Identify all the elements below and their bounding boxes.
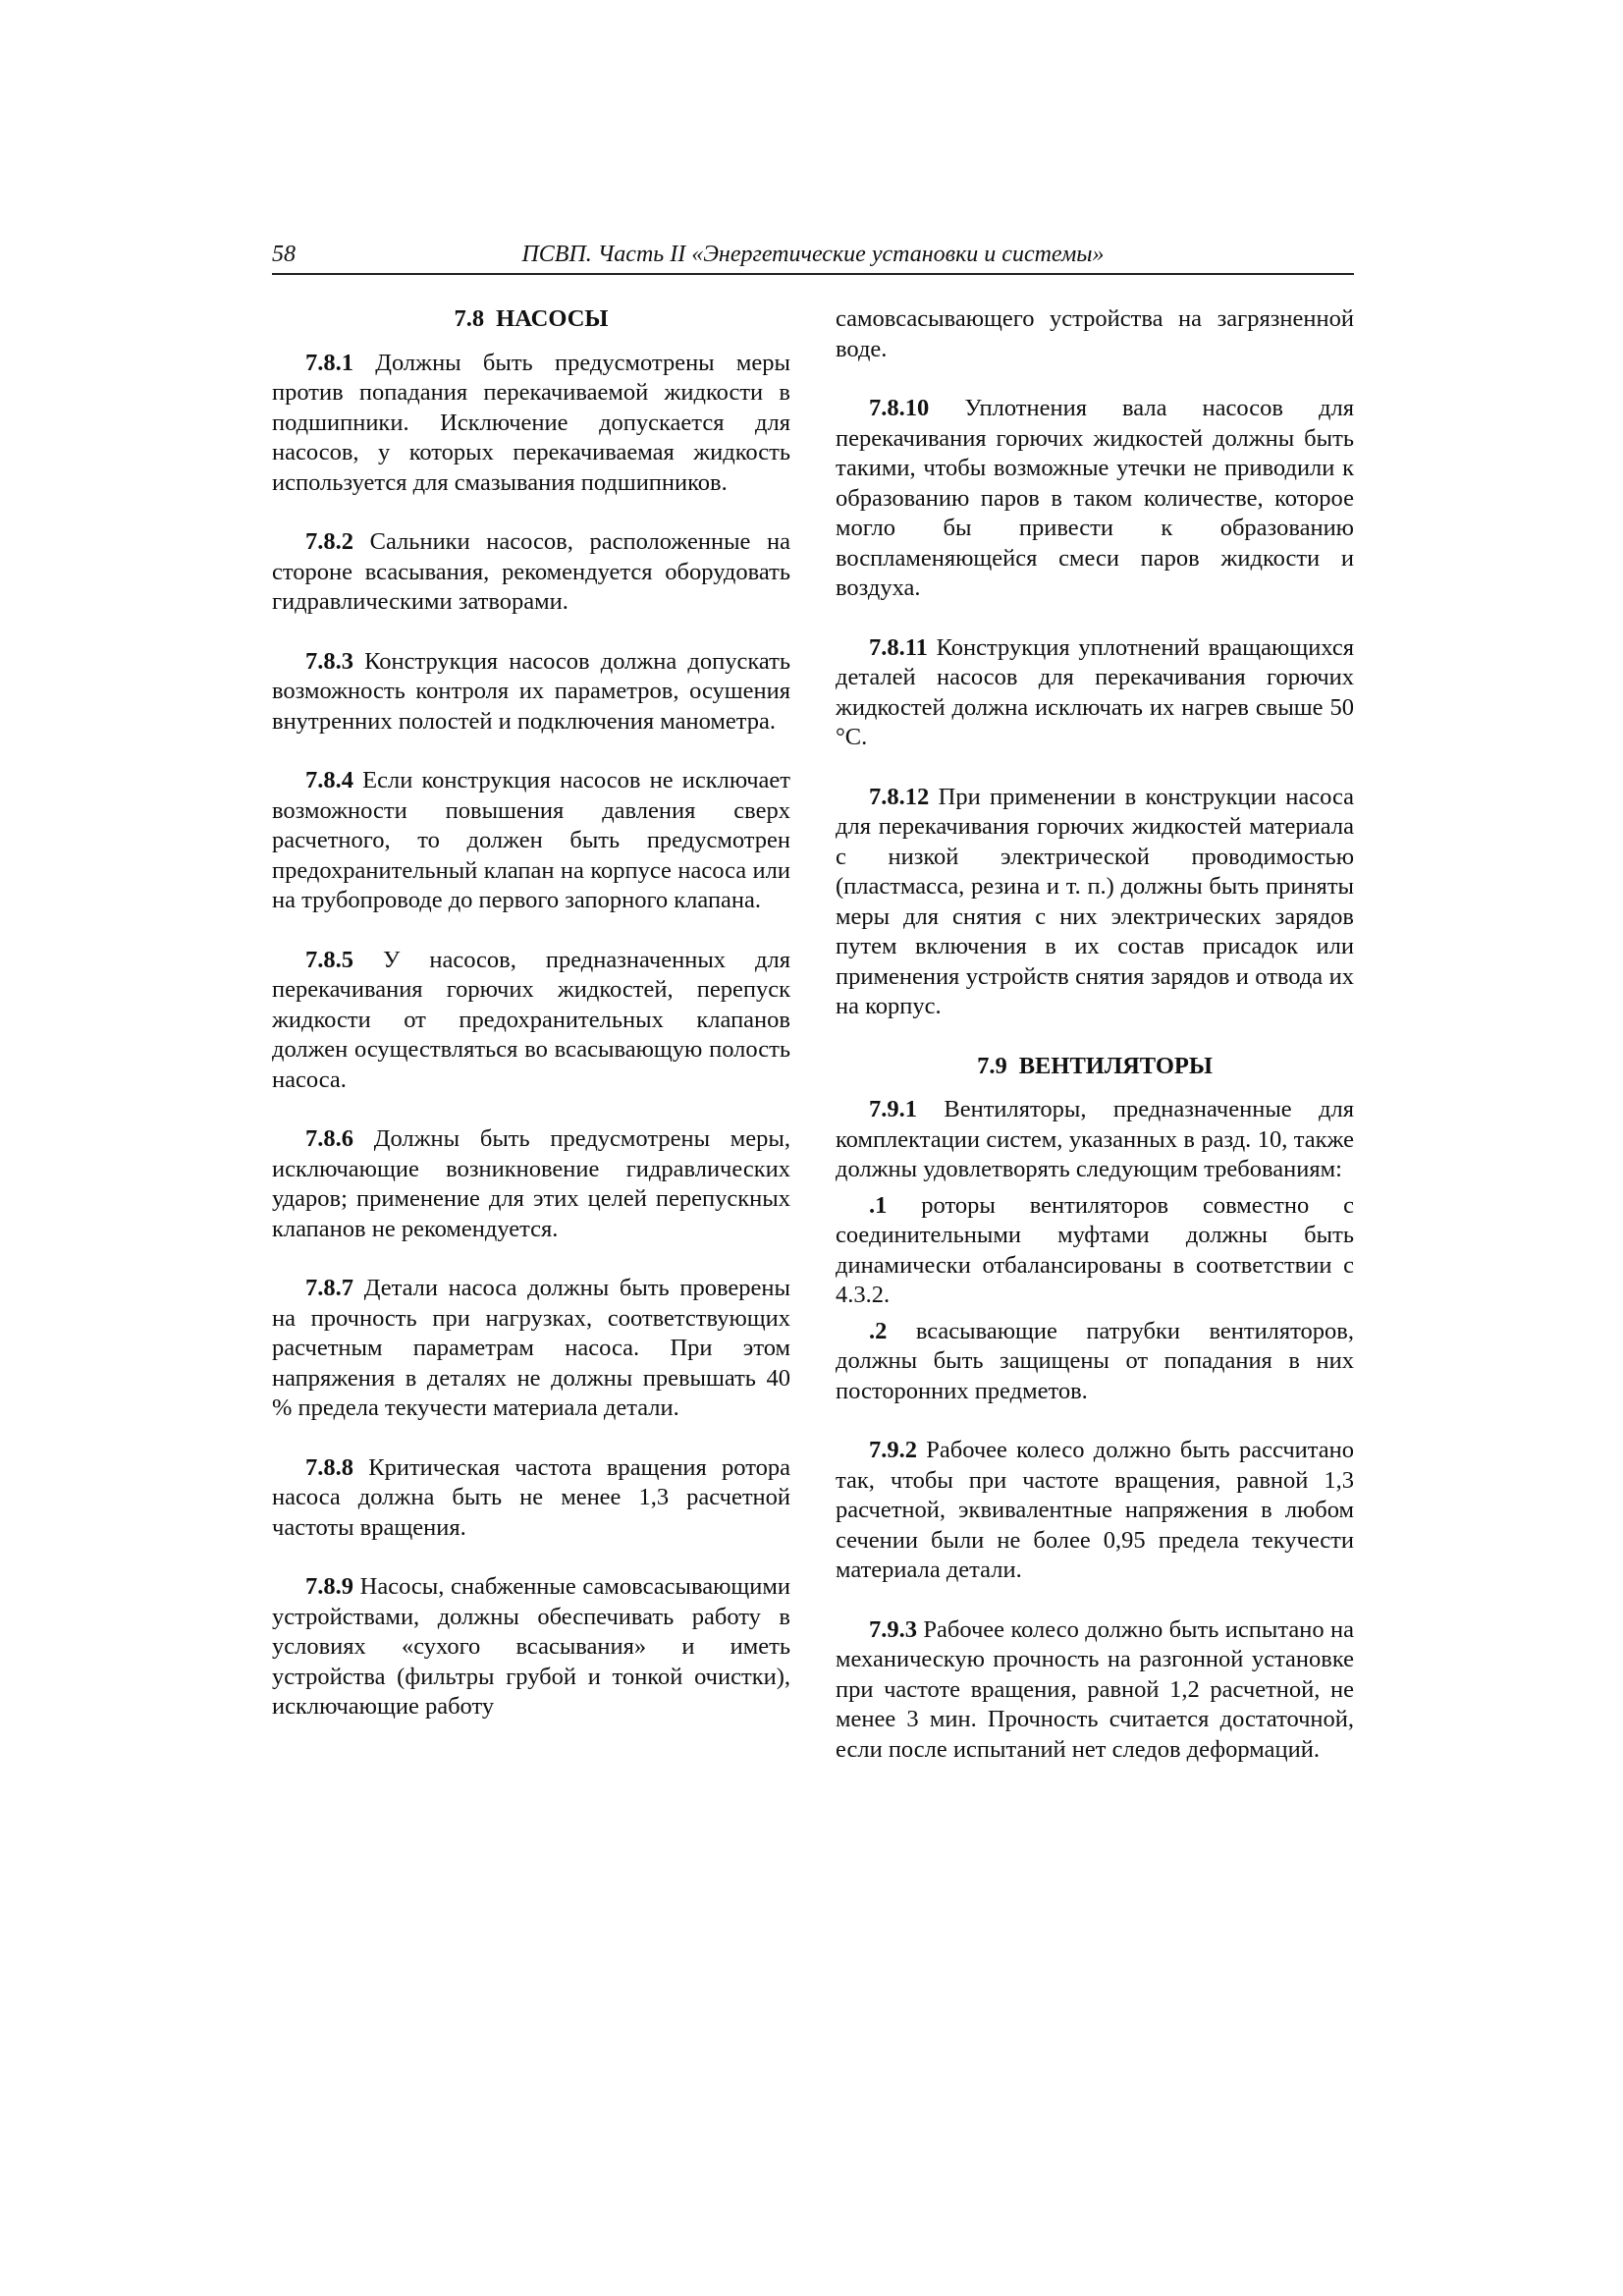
paragraph-number: 7.8.6 [305, 1125, 353, 1152]
paragraph-number: 7.8.10 [869, 395, 930, 421]
paragraph-7-8-5 [272, 946, 790, 1096]
paragraph-7-9-2 [836, 1436, 1354, 1586]
paragraph-text: Вентиляторы, предназначенные для комплектации систем, указанных в разд. 10, также должны удовлетворять следующим требованиям: [836, 1096, 1354, 1182]
paragraph-7-8-8 [272, 1453, 790, 1544]
section-title-7-9 [836, 1052, 1354, 1082]
paragraph-number: 7.8.5 [305, 946, 353, 973]
left-column [272, 304, 790, 1752]
item-number: .1 [869, 1191, 888, 1219]
paragraph-text: Критическая частота вращения ротора насоса должна быть не менее 1,3 расчетной частоты вращения. [272, 1453, 790, 1541]
paragraph-7-8-11 [836, 633, 1354, 753]
page-number: 58 [272, 242, 296, 267]
paragraph-text: Конструкция уплотнений вращающихся деталей насосов для перекачивания горючих жидкостей должна исключать их нагрев свыше 50 °С. [836, 633, 1355, 750]
paragraph-text: Рабочее колесо должно быть испытано на механическую прочность на разгонной установке при частоте вращения, равной 1,2 расчетной, не менее 3 мин. Прочность считается достаточной, если после испытаний нет следов деформаций. [836, 1615, 1354, 1763]
paragraph-number: 7.8.1 [305, 349, 353, 376]
paragraph-number: 7.8.8 [305, 1453, 353, 1481]
paragraph-number: 7.9.1 [869, 1096, 917, 1122]
paragraph-text: Должны быть предусмотрены меры, исключающие возникновение гидравлических ударов; применение для этих целей перепускных клапанов не рекомендуется. [272, 1125, 790, 1242]
paragraph-number: 7.8.3 [305, 647, 353, 675]
paragraph-text: Детали насоса должны быть проверены на прочность при нагрузках, соответствующих расчетным параметрам насоса. При этом напряжения в деталях не должны превышать 40 % предела текучести материала детали. [272, 1275, 791, 1421]
paragraph-7-8-2 [272, 527, 790, 618]
paragraph-number: 7.9.2 [869, 1437, 917, 1463]
item-number: .2 [869, 1317, 888, 1344]
section-title-7-8 [272, 304, 790, 335]
paragraph-7-8-10 [836, 394, 1354, 604]
paragraph-7-8-7 [272, 1274, 790, 1424]
paragraph-7-8-1 [272, 349, 790, 499]
running-title: ПСВП. Часть II «Энергетические установки и системы» [521, 242, 1105, 267]
paragraph-7-9-1 [836, 1095, 1354, 1185]
list-item-1 [836, 1191, 1354, 1311]
section-name: ВЕНТИЛЯТОРЫ [1018, 1052, 1213, 1079]
paragraph-text: Должны быть предусмотрены меры против попадания перекачиваемой жидкости в подшипники. Исключение допускается для насосов, у которых перекачиваемая жидкость используется для смазывания подшипников. [272, 349, 790, 496]
paragraph-text: У насосов, предназначенных для перекачивания горючих жидкостей, перепуск жидкости от предохранительных клапанов должен осуществляться во всасывающую полость насоса. [272, 946, 790, 1093]
paragraph-number: 7.8.2 [305, 528, 353, 555]
paragraph-7-8-6 [272, 1124, 790, 1244]
paragraph-7-8-4 [272, 766, 790, 916]
list-item-2 [836, 1317, 1354, 1407]
paragraph-7-8-9 [272, 1572, 790, 1722]
section-name: НАСОСЫ [496, 305, 609, 332]
paragraph-text: Уплотнения вала насосов для перекачивания горючих жидкостей должны быть такими, чтобы возможные утечки не приводили к образованию паров в таком количестве, которое могло бы привести к образованию воспламеняющейся смеси паров жидкости и воздуха. [836, 395, 1354, 601]
item-text: роторы вентиляторов совместно с соединительными муфтами должны быть динамически отбалансированы в соответствии с 4.3.2. [836, 1191, 1355, 1308]
item-text: всасывающие патрубки вентиляторов, должны быть защищены от попадания в них посторонних предметов. [836, 1317, 1354, 1404]
paragraph-text: Сальники насосов, расположенные на стороне всасывания, рекомендуется оборудовать гидравлическими затворами. [272, 528, 791, 615]
paragraph-number: 7.8.9 [305, 1573, 353, 1600]
paragraph-number: 7.8.12 [869, 783, 930, 810]
paragraph-text: Насосы, снабженные самовсасывающими устройствами, должны обеспечивать работу в условиях «сухого всасывания» и иметь устройства (фильтры грубой и тонкой очистки), исключающие работу [272, 1573, 791, 1720]
paragraph-text: Если конструкция насосов не исключает возможности повышения давления сверх расчетного, то должен быть предусмотрен предохранительный клапан на корпусе насоса или на трубопроводе до первого запорного клапана. [272, 767, 790, 913]
right-column [836, 304, 1354, 1794]
page-header [272, 236, 1354, 275]
paragraph-number: 7.8.4 [305, 767, 353, 793]
paragraph-7-8-3 [272, 647, 790, 738]
paragraph-text: При применении в конструкции насоса для перекачивания горючих жидкостей материала с низкой электрической проводимостью (пластмасса, резина и т. п.) должны быть приняты меры для снятия с них электрических зарядов путем включения в их состав присадок или применения устройств снятия зарядов и отвода их на корпус. [836, 783, 1354, 1019]
paragraph-number: 7.9.3 [869, 1615, 917, 1643]
paragraph-7-8-9-continuation: самовсасывающего устройства на загрязненной воде. [836, 305, 1354, 362]
paragraph-7-8-12 [836, 783, 1354, 1022]
paragraph-number: 7.8.11 [869, 633, 928, 661]
paragraph-text: Рабочее колесо должно быть рассчитано так, чтобы при частоте вращения, равной 1,3 расчетной, эквивалентные напряжения в любом сечении были не более 0,95 предела текучести материала детали. [836, 1437, 1355, 1583]
paragraph-7-9-3 [836, 1615, 1354, 1766]
section-number: 7.8 [454, 305, 485, 332]
paragraph-text: Конструкция насосов должна допускать возможность контроля их параметров, осушения внутренних полостей и подключения манометра. [272, 647, 791, 735]
section-number: 7.9 [977, 1052, 1007, 1079]
paragraph-number: 7.8.7 [305, 1275, 353, 1301]
